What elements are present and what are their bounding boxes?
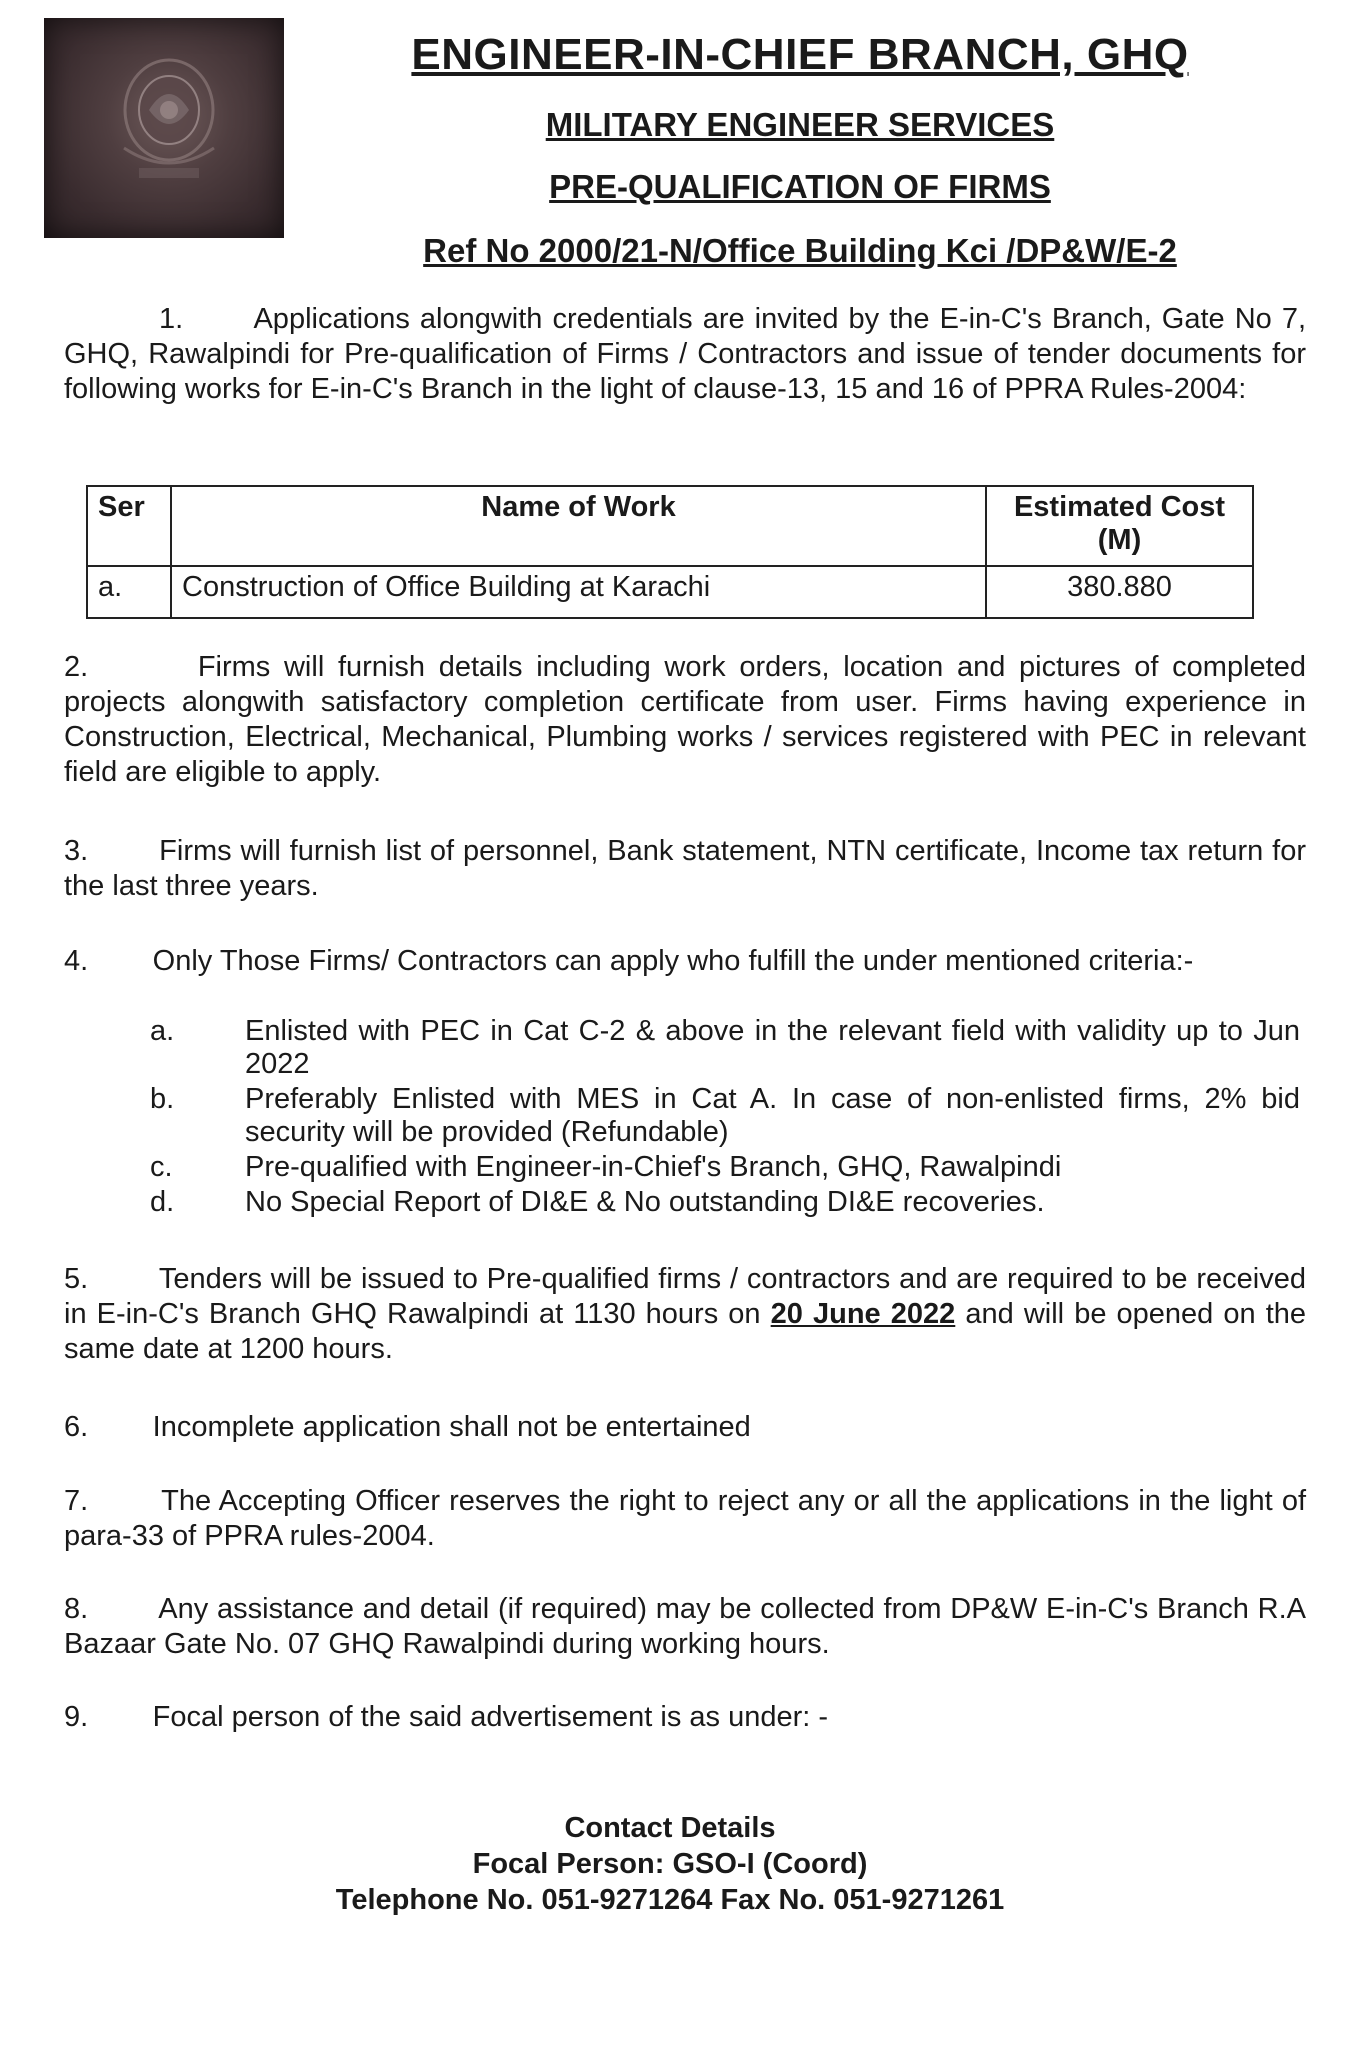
list-item	[150, 1083, 1300, 1149]
paragraph-3-text: Firms will furnish list of personnel, Bank statement, NTN certificate, Income tax return for the last three years.	[64, 835, 1306, 902]
subtitle: MILITARY ENGINEER SERVICES	[545, 106, 1055, 143]
paragraph-2-number: 2.	[64, 651, 89, 683]
crest-icon	[44, 18, 284, 238]
paragraph-9-number: 9.	[64, 1701, 89, 1733]
contact-phones: Telephone No. 051-9271264 Fax No. 051-9271261	[335, 1884, 1005, 1916]
reference-number: Ref No 2000/21-N/Office Building Kci /DP&W/E-2	[423, 232, 1177, 269]
paragraph-1-text: Applications alongwith credentials are invited by the E-in-C's Branch, Gate No 7, GHQ, Rawalpindi for Pre-qualification of Firms / Contractors and issue of tender documents for following works for E-in-C's Branch in the light of clause-13, 15 and 16 of PPRA Rules-2004:	[64, 303, 1307, 405]
criteria-text: No Special Report of DI&E & No outstanding DI&E recoveries.	[245, 1186, 1045, 1218]
list-item	[150, 1151, 1300, 1184]
paragraph-8-number: 8.	[64, 1593, 89, 1625]
contact-details	[250, 1810, 1090, 1918]
paragraph-3	[64, 834, 1306, 904]
paragraph-5-text: Tenders will be issued to Pre-qualified firms / contractors and are required to be received in E-in-C's Branch GHQ Rawalpindi at 1130 hours on	[64, 1263, 1306, 1330]
criteria-letter: b.	[150, 1083, 175, 1115]
col-cost-header: Estimated Cost (M)	[986, 486, 1253, 566]
paragraph-2-text: Firms will furnish details including work orders, location and pictures of completed projects alongwith satisfactory completion certificate from user. Firms having experience in Construction, Electrical, Mechanical, Plumbing works / services registered with PEC in relevant field are eligible to apply.	[64, 651, 1306, 788]
paragraph-7-text: The Accepting Officer reserves the right to reject any or all the applications in the light of para-33 of PPRA rules-2004.	[64, 1485, 1306, 1552]
paragraph-4	[64, 944, 1306, 979]
criteria-list	[150, 1015, 1300, 1221]
heading: PRE-QUALIFICATION OF FIRMS	[549, 168, 1051, 205]
works-table	[86, 485, 1254, 619]
col-ser-header: Ser	[87, 486, 171, 566]
paragraph-5	[64, 1262, 1306, 1367]
paragraph-6	[64, 1410, 1306, 1445]
criteria-letter: d.	[150, 1186, 175, 1218]
row-cost: 380.880	[986, 566, 1253, 618]
list-item	[150, 1015, 1300, 1081]
table-row	[87, 566, 1253, 618]
paragraph-9	[64, 1700, 1306, 1735]
paragraph-1-number: 1.	[159, 303, 184, 335]
paragraph-8-text: Any assistance and detail (if required) may be collected from DP&W E-in-C's Branch R.A Bazaar Gate No. 07 GHQ Rawalpindi during working hours.	[64, 1593, 1306, 1660]
criteria-text: Pre-qualified with Engineer-in-Chief's Branch, GHQ, Rawalpindi	[245, 1151, 1062, 1183]
paragraph-5-number: 5.	[64, 1263, 89, 1295]
emblem-logo	[44, 18, 284, 238]
paragraph-6-text: Incomplete application shall not be entertained	[152, 1411, 751, 1443]
criteria-text: Enlisted with PEC in Cat C-2 & above in the relevant field with validity up to Jun 2022	[245, 1015, 1300, 1080]
contact-heading: Contact Details	[564, 1812, 776, 1844]
paragraph-9-text: Focal person of the said advertisement is as under: -	[152, 1701, 829, 1733]
row-ser: a.	[87, 566, 171, 618]
paragraph-6-number: 6.	[64, 1411, 89, 1443]
paragraph-4-text: Only Those Firms/ Contractors can apply who fulfill the under mentioned criteria:-	[152, 945, 1194, 977]
paragraph-5-text-after: and will be opened on the same date at 1200 hours.	[64, 1298, 1307, 1365]
paragraph-4-number: 4.	[64, 945, 89, 977]
paragraph-7-number: 7.	[64, 1485, 89, 1517]
paragraph-7	[64, 1484, 1306, 1554]
focal-person: Focal Person: GSO-I (Coord)	[472, 1848, 868, 1880]
paragraph-8	[64, 1592, 1306, 1662]
col-name-header: Name of Work	[171, 486, 986, 566]
paragraph-1	[64, 302, 1306, 407]
row-name: Construction of Office Building at Karachi	[171, 566, 986, 618]
paragraph-3-number: 3.	[64, 835, 89, 867]
criteria-letter: a.	[150, 1015, 175, 1047]
list-item	[150, 1186, 1300, 1219]
table-header-row	[87, 486, 1253, 566]
page-title: ENGINEER-IN-CHIEF BRANCH, GHQ	[411, 30, 1189, 79]
tender-date: 20 June 2022	[770, 1298, 956, 1330]
paragraph-2	[64, 650, 1306, 790]
criteria-letter: c.	[150, 1151, 173, 1183]
criteria-text: Preferably Enlisted with MES in Cat A. In case of non-enlisted firms, 2% bid security will be provided (Refundable)	[245, 1083, 1300, 1148]
